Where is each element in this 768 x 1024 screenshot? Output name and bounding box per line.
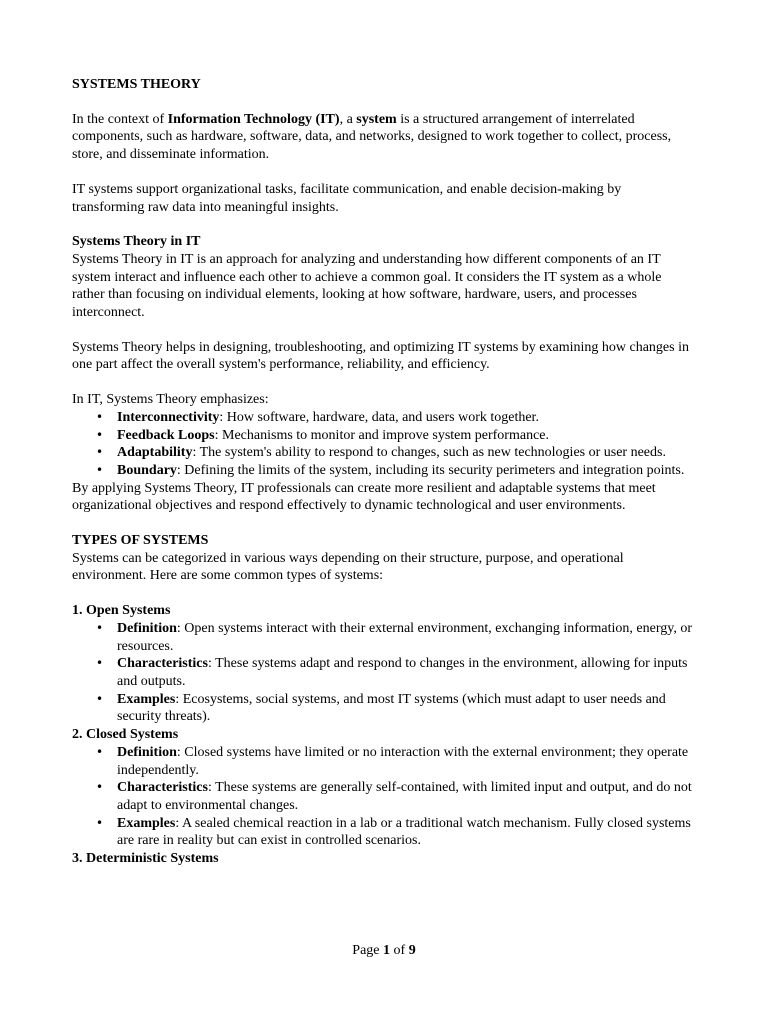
list-item: • Characteristics: These systems adapt and respond to changes in the environment, allowing for inputs and outputs. [117, 655, 696, 690]
list-item: • Definition: Open systems interact with their external environment, exchanging information, energy, or resources. [117, 620, 696, 655]
page-footer: Page 1 of 9 [352, 943, 416, 958]
list-item: • Examples: A sealed chemical reaction in a lab or a traditional watch mechanism. Fully closed systems are rare in reality but can exist in controlled scenarios. [117, 815, 696, 850]
section-heading: Systems Theory in IT [72, 234, 201, 250]
paragraph: By applying Systems Theory, IT professionals can create more resilient and adaptable systems that meet organizational objectives and respond effectively to dynamic technological and user environments. [72, 480, 656, 514]
subsection-heading: 2. Closed Systems [72, 727, 179, 743]
paragraph: Systems Theory helps in designing, troubleshooting, and optimizing IT systems by examining how changes in one part affect the overall system's performance, reliability, and efficiency. [72, 339, 689, 373]
paragraph: IT systems support organizational tasks, facilitate communication, and enable decision-making by transforming raw data into meaningful insights. [72, 181, 622, 215]
bullet-list [72, 409, 696, 480]
total-pages: 9 [408, 943, 416, 958]
current-page-number: 1 [383, 943, 391, 958]
paragraph: In IT, Systems Theory emphasizes: [72, 392, 269, 408]
subsection-heading: 1. Open Systems [72, 603, 171, 619]
list-item: • Definition: Closed systems have limited or no interaction with the external environment; they operate independently. [117, 744, 696, 779]
bullet-list [72, 744, 696, 850]
list-item: • Feedback Loops: Mechanisms to monitor and improve system performance. [117, 427, 696, 445]
document-title: SYSTEMS THEORY [72, 77, 201, 92]
list-item: • Characteristics: These systems are generally self-contained, with limited input and output, and do not adapt to environmental changes. [117, 779, 696, 814]
list-item: • Boundary: Defining the limits of the system, including its security perimeters and integration points. [117, 462, 696, 480]
bullet-list [72, 620, 696, 726]
list-item: • Adaptability: The system's ability to respond to changes, such as new technologies or user needs. [117, 444, 696, 462]
intro-paragraph: In the context of Information Technology (IT), a system is a structured arrangement of interrelated components, such as hardware, software, data, and networks, designed to work together to collect, process, store, and disseminate information. [72, 111, 672, 163]
list-item: • Examples: Ecosystems, social systems, and most IT systems (which must adapt to user needs and security threats). [117, 691, 696, 726]
section-heading: TYPES OF SYSTEMS [72, 533, 209, 549]
subsection-heading: 3. Deterministic Systems [72, 851, 219, 867]
paragraph: Systems Theory in IT is an approach for analyzing and understanding how different components of an IT system interact and influence each other to achieve a common goal. It considers the IT system as a whole rather than focusing on individual elements, looking at how software, hardware, users, and processes interconnect. [72, 251, 662, 321]
list-item: • Interconnectivity: How software, hardware, data, and users work together. [117, 409, 696, 427]
paragraph: Systems can be categorized in various ways depending on their structure, purpose, and operational environment. Here are some common types of systems: [72, 550, 624, 584]
